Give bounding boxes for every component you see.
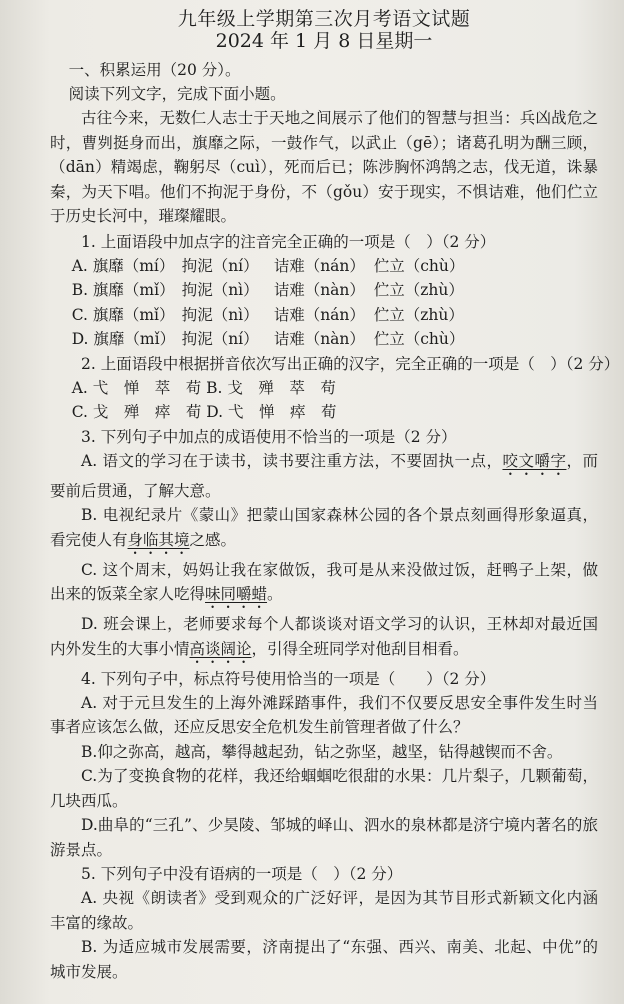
idiom: 身临其境 xyxy=(127,530,190,549)
question-4-stem: 4. 下列句子中，标点符号使用恰当的一项是（ ）（2 分） xyxy=(81,669,496,688)
question-5-stem: 5. 下列句子中没有语病的一项是（ ）（2 分） xyxy=(81,865,403,883)
idiom: 高谈阔论 xyxy=(189,639,252,658)
option-cell: 诘难（nán） xyxy=(273,256,365,275)
option-cell: 伫立（zhù） xyxy=(373,305,464,324)
option-cell: 诘难（nán） xyxy=(273,305,365,324)
option-cell: B. 旗靡（mǐ） xyxy=(71,281,175,299)
option-text: 。 xyxy=(267,585,283,603)
option-cell: 诘难（nàn） xyxy=(273,330,365,348)
section-heading: 一、积累运用（20 分）。 xyxy=(68,61,241,79)
option-cell: A. 旗靡（mí） xyxy=(71,256,175,275)
option-cell: 诘难（nàn） xyxy=(273,281,365,299)
option-cell: 伫立（chù） xyxy=(373,256,465,275)
question-2-stem: 2. 上面语段中根据拼音依次写出正确的汉字，完全正确的一项是（ ）（2 分） xyxy=(81,354,620,373)
option-text: 之感。 xyxy=(189,530,237,549)
option-text: D. 班会课上，老师要求每个人都谈谈对语文学习的认识，王林却对最近国内外发生的大事小情 xyxy=(50,615,598,658)
option-text: A. 语文的学习在于读书，读书要注重方法，不要固执一点， xyxy=(81,451,503,470)
question-3-stem: 3. 下列句子中加点的成语使用不恰当的一项是（2 分） xyxy=(81,427,457,446)
question-4-option-a: A. 对于元旦发生的上海外滩踩踏事件，我们不仅要反思安全事件发生时当事者应该怎么做，还应反思安全危机发生前管理者做了什么？ xyxy=(50,693,598,736)
question-5-option-a: A. 央视《朗读者》受到观众的广泛好评，是因为其节目形式新颖文化内涵丰富的缘故。 xyxy=(50,889,598,932)
question-3-option-b xyxy=(50,503,598,558)
question-1-option-d xyxy=(50,327,598,352)
question-3-option-a xyxy=(50,449,598,504)
question-1-option-a xyxy=(50,254,598,279)
option-text: B. 电视纪录片《蒙山》把蒙山国家森林公园的各个景点刻画得形象逼真，看完使人有 xyxy=(50,506,598,549)
question-4-option-d: D.曲阜的“三孔”、少昊陵、邹城的峄山、泗水的泉林都是济宁境内著名的旅游景点。 xyxy=(50,816,598,859)
option-cell: 拘泥（nì） xyxy=(181,305,259,324)
option-text: ，而要前后贯通，了解大意。 xyxy=(50,451,598,500)
section-instruction: 阅读下列文字，完成下面小题。 xyxy=(68,85,286,103)
reading-passage: 古往今来，无数仁人志士于天地之间展示了他们的智慧与担当：兵凶战危之时，曹刿挺身而出，旗靡之际，一鼓作气，以武止（gē）；诸葛孔明为酬三顾，（dān）精竭虑，鞠躬尽（cuì），死而后已；陈涉胸怀鸿鹄之志，伐无道，诛暴秦，为天下唱。他们不拘泥于身份，不（gǒu）安于现实，不惧诘难，他们伫立于历史长河中，璀璨耀眼。 xyxy=(50,109,598,225)
question-1-stem: 1. 上面语段中加点字的注音完全正确的一项是（ ）（2 分） xyxy=(81,232,496,251)
exam-title: 九年级上学期第三次月考语文试题 xyxy=(177,8,471,30)
option-cell: 拘泥（ní） xyxy=(181,256,259,275)
option-cell: 伫立（zhù） xyxy=(373,281,464,299)
question-1-option-b xyxy=(50,278,598,303)
idiom: 味同嚼蜡 xyxy=(205,585,268,603)
option-cell: 拘泥（ní） xyxy=(181,330,259,348)
exam-date: 2024 年 1 月 8 日星期一 xyxy=(215,30,433,52)
option-cell: 拘泥（nì） xyxy=(181,281,259,299)
question-3-option-d xyxy=(50,612,598,667)
option-cell: D. 旗靡（mǐ） xyxy=(71,330,176,348)
question-2-options-ab: A. 弋 惮 萃 苟 B. 戈 殚 萃 苟 xyxy=(71,378,336,397)
question-3-option-c xyxy=(50,558,598,613)
question-2-options-cd: C. 戈 殚 瘁 荀 D. 弋 惮 瘁 荀 xyxy=(71,403,337,421)
option-cell: C. 旗靡（mǐ） xyxy=(71,305,175,324)
question-5-option-b: B. 为适应城市发展需要，济南提出了“东强、西兴、南美、北起、中优”的城市发展。 xyxy=(50,938,598,981)
option-text: C. 这个周末，妈妈让我在家做饭，我可是从来没做过饭，赶鸭子上架，做出来的饭菜全家人吃得 xyxy=(50,560,598,603)
question-4-option-b: B.仰之弥高，越高，攀得越起劲，钻之弥坚，越坚，钻得越锲而不舍。 xyxy=(81,742,563,761)
option-text: ，引得全班同学对他刮目相看。 xyxy=(251,639,469,658)
question-1-option-c xyxy=(50,303,598,328)
question-4-option-c: C.为了变换食物的花样，我还给蝈蝈吃很甜的水果：几片梨子，几颗葡萄，几块西瓜。 xyxy=(50,767,598,810)
option-cell: 伫立（chù） xyxy=(373,330,465,348)
idiom: 咬文嚼字 xyxy=(502,451,567,470)
